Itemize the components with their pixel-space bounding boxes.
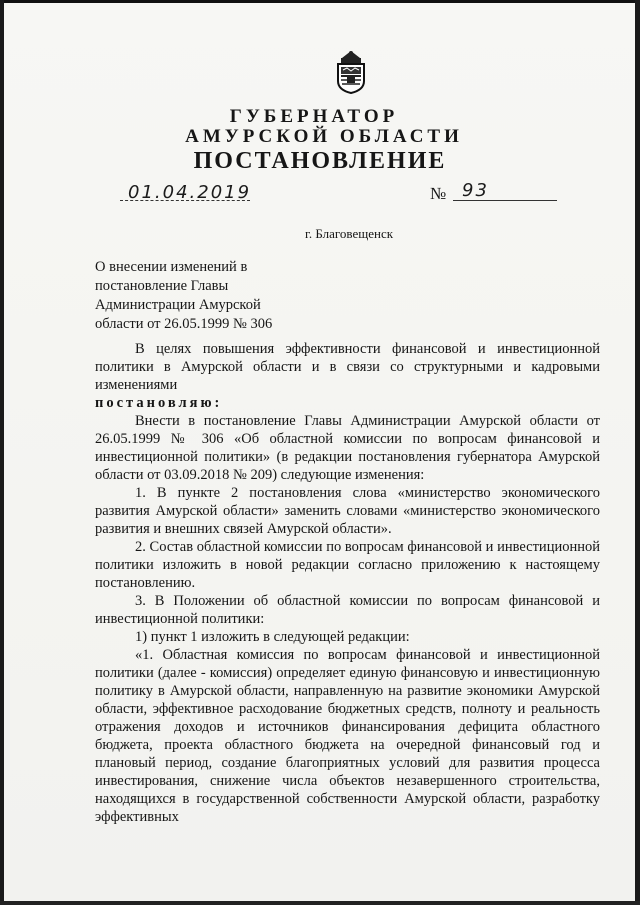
number-underline	[453, 200, 557, 201]
scan-edge-bottom	[0, 901, 640, 905]
subject-line: постановление Главы	[95, 278, 229, 294]
document-body	[95, 340, 600, 826]
issuer-title: ГУБЕРНАТОР	[229, 106, 399, 127]
date-underline	[120, 200, 250, 202]
body-paragraph: «1. Областная комиссия по вопросам финансовой и инвестиционной политики (далее - комиссия) определяет единую финансовую и инвестиционную политику в Амурской области, направленную на развитие экономики Амурской области, эффективное расходование бюджетных средств, полноту и реальность отражения доходов и источников финансирования дефицита областного бюджета, проекта областного бюджета на очередной финансовый год и плановый период, создание благоприятных условий для развития процесса инвестирования, снижение числа объектов незавершенного строительства, находящихся в государственной собственности Амурской области, разработку эффективных	[95, 647, 600, 825]
coat-of-arms-icon	[334, 48, 368, 94]
body-paragraph: Внести в постановление Главы Администрации Амурской области от 26.05.1999 № 306 «Об областной комиссии по вопросам финансовой и инвестиционной политики» (в редакции постановления губернатора Амурской области от 03.09.2018 № 209) следующие изменения:	[95, 413, 600, 483]
scan-edge-top	[0, 0, 640, 3]
number-label: №	[430, 184, 447, 203]
preamble: В целях повышения эффективности финансовой и инвестиционной политики в Амурской области и в связи со структурными и кадровыми изменениями	[95, 341, 600, 393]
subject-line: Администрации Амурской	[95, 297, 261, 313]
decree-word: постановляю:	[95, 395, 223, 411]
subject-line: О внесении изменений в	[95, 259, 248, 275]
subject-line: области от 26.05.1999 № 306	[95, 316, 273, 332]
body-paragraph: 1) пункт 1 изложить в следующей редакции:	[135, 629, 410, 645]
city-name: г. Благовещенск	[305, 226, 394, 241]
subject-block	[95, 258, 272, 334]
body-paragraph: 3. В Положении об областной комиссии по вопросам финансовой и инвестиционной политики:	[95, 593, 600, 627]
body-paragraph: 1. В пункте 2 постановления слова «министерство экономического развития Амурской области» заменить словами «министерство экономического развития и внешних связей Амурской области».	[95, 485, 600, 537]
document-type-title: ПОСТАНОВЛЕНИЕ	[193, 148, 447, 174]
issuer-region: АМУРСКОЙ ОБЛАСТИ	[185, 126, 463, 147]
handwritten-number: 93	[462, 180, 489, 201]
body-paragraph: 2. Состав областной комиссии по вопросам финансовой и инвестиционной политики изложить в новой редакции согласно приложению к настоящему постановлению.	[95, 539, 600, 591]
handwritten-date: 01.04.2019	[128, 182, 252, 203]
